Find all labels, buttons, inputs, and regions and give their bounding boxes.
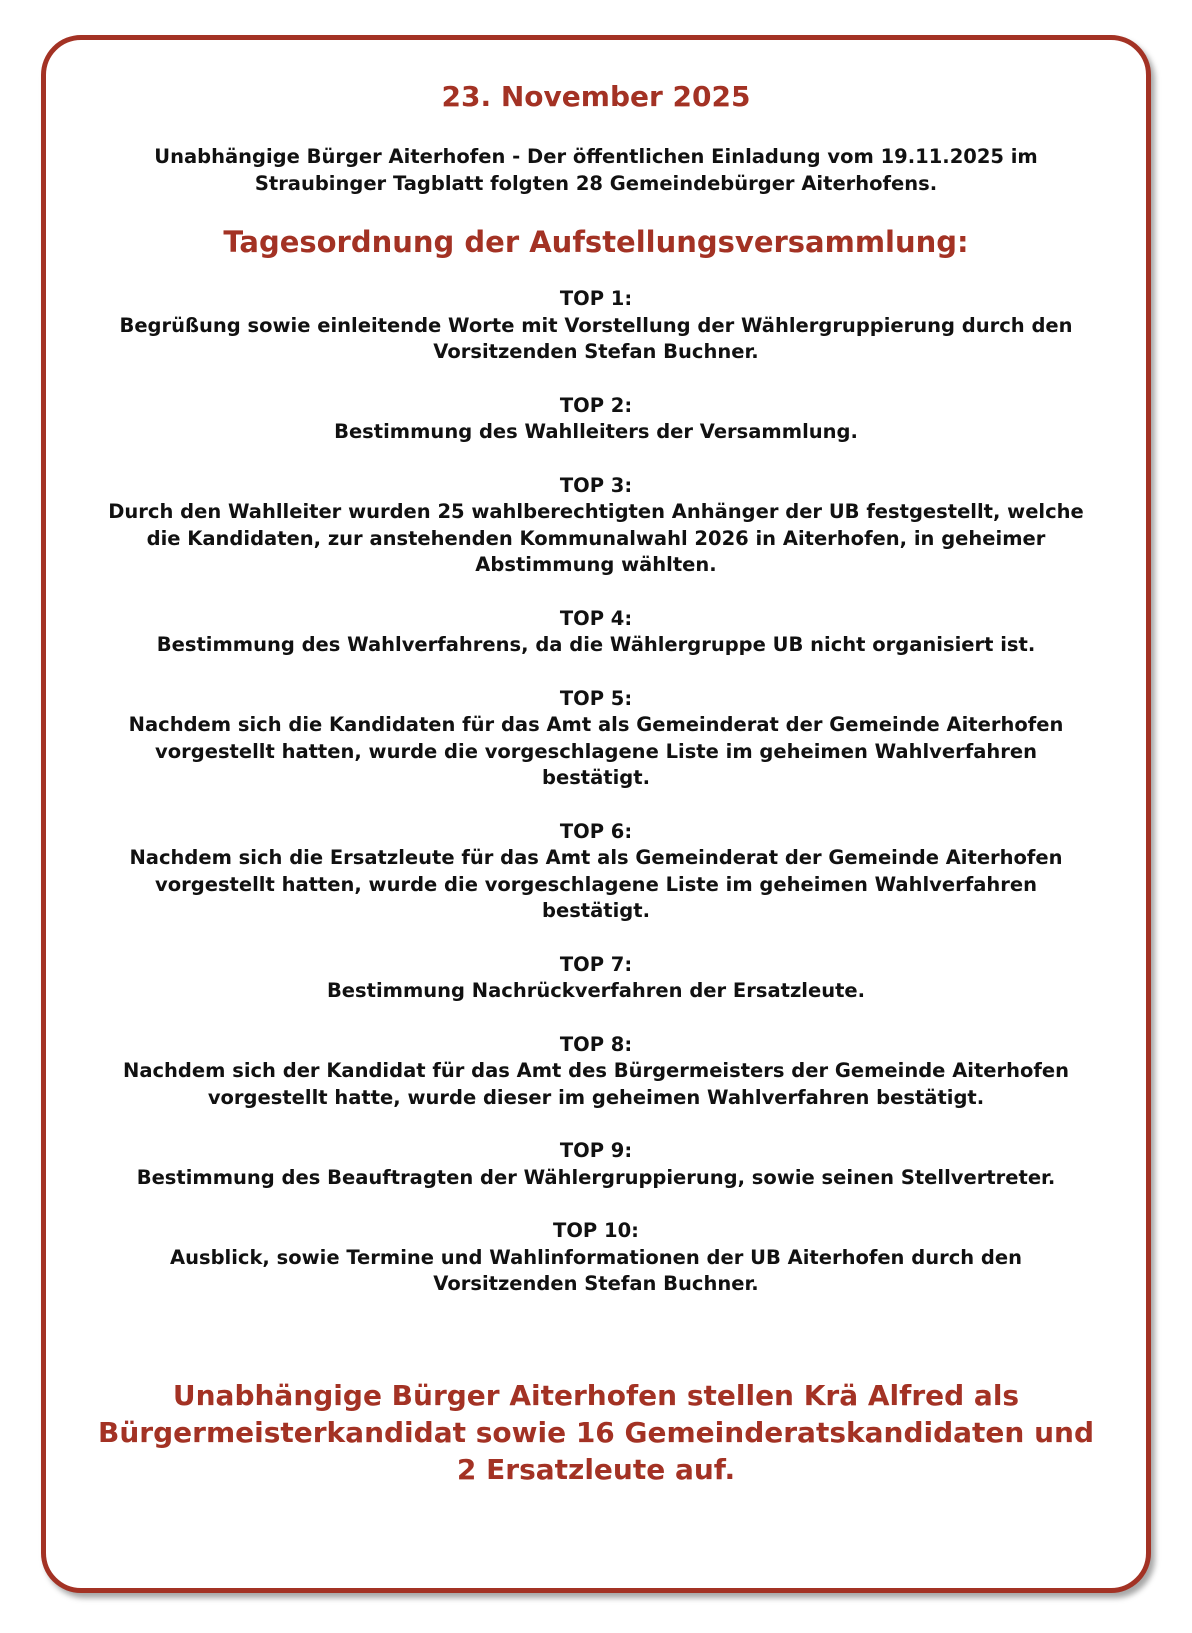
agenda-item-text: Bestimmung des Beauftragten der Wählergruppierung, sowie seinen Stellvertreter. bbox=[136, 1165, 1056, 1189]
agenda-item-text: Bestimmung Nachrückverfahren der Ersatzleute. bbox=[326, 979, 866, 1002]
agenda-item-text: Nachdem sich der Kandidat für das Amt des Bürgermeisters der Gemeinde Aiterhofen vorgestellt hatte, wurde dieser im geheimen Wahlverfahren bestätigt. bbox=[123, 1059, 1069, 1109]
agenda-item-heading: TOP 4: bbox=[559, 606, 633, 630]
agenda-item-heading: TOP 6: bbox=[559, 819, 633, 843]
agenda-item-top-9 bbox=[106, 1138, 1086, 1191]
closing-statement: Unabhängige Bürger Aiterhofen stellen Krä Alfred als Bürgermeisterkandidat sowie 16 Gemeinderatskandidaten und 2 Ersatzleute auf. bbox=[98, 1379, 1094, 1486]
agenda-item-heading: TOP 8: bbox=[559, 1032, 633, 1056]
agenda-item-text: Bestimmung des Wahlleiters der Versammlung. bbox=[334, 420, 858, 443]
agenda-item-heading: TOP 10: bbox=[553, 1219, 639, 1242]
agenda-item-text: Nachdem sich die Ersatzleute für das Amt als Gemeinderat der Gemeinde Aiterhofen vorgestellt hatten, wurde die vorgeschlagene Liste im geheimen Wahlverfahren bestätigt. bbox=[129, 846, 1063, 922]
agenda-item-text: Ausblick, sowie Termine und Wahlinformationen der UB Aiterhofen durch den Vorsitzenden Stefan Buchner. bbox=[169, 1245, 1022, 1295]
agenda-item-heading: TOP 1: bbox=[559, 287, 633, 310]
agenda-item-heading: TOP 2: bbox=[559, 393, 633, 417]
agenda-item-text: Begrüßung sowie einleitende Worte mit Vorstellung der Wählergruppierung durch den Vorsitzenden Stefan Buchner. bbox=[119, 313, 1073, 363]
agenda-title: Tagesordnung der Aufstellungsversammlung: bbox=[223, 225, 969, 259]
agenda-item-top-10 bbox=[106, 1218, 1086, 1298]
agenda-list bbox=[106, 286, 1086, 1325]
intro-paragraph: Unabhängige Bürger Aiterhofen - Der öffentlichen Einladung vom 19.11.2025 im Straubinger Tagblatt folgten 28 Gemeindebürger Aiterhofens. bbox=[154, 145, 1038, 195]
agenda-item-top-2 bbox=[106, 393, 1086, 446]
date-heading: 23. November 2025 bbox=[441, 80, 751, 113]
agenda-item-top-8 bbox=[106, 1032, 1086, 1112]
announcement-card bbox=[41, 35, 1151, 1593]
agenda-item-heading: TOP 5: bbox=[559, 686, 633, 710]
agenda-item-text: Nachdem sich die Kandidaten für das Amt als Gemeinderat der Gemeinde Aiterhofen vorgestellt hatten, wurde die vorgeschlagene Liste im geheimen Wahlverfahren bestätigt. bbox=[128, 713, 1064, 789]
agenda-item-top-5 bbox=[106, 686, 1086, 792]
agenda-item-top-3 bbox=[106, 473, 1086, 579]
agenda-item-top-7 bbox=[106, 952, 1086, 1005]
agenda-item-heading: TOP 7: bbox=[559, 952, 633, 976]
agenda-item-text: Bestimmung des Wahlverfahrens, da die Wählergruppe UB nicht organisiert ist. bbox=[156, 633, 1036, 656]
agenda-item-heading: TOP 3: bbox=[559, 473, 633, 497]
agenda-item-heading: TOP 9: bbox=[559, 1139, 633, 1162]
agenda-item-top-6 bbox=[106, 819, 1086, 925]
agenda-item-text: Durch den Wahlleiter wurden 25 wahlberechtigten Anhänger der UB festgestellt, welche die Kandidaten, zur anstehenden Kommunalwahl 2026 in Aiterhofen, in geheimer Abstimmung wählten. bbox=[108, 500, 1084, 576]
agenda-item-top-1 bbox=[106, 286, 1086, 366]
agenda-item-top-4 bbox=[106, 606, 1086, 659]
